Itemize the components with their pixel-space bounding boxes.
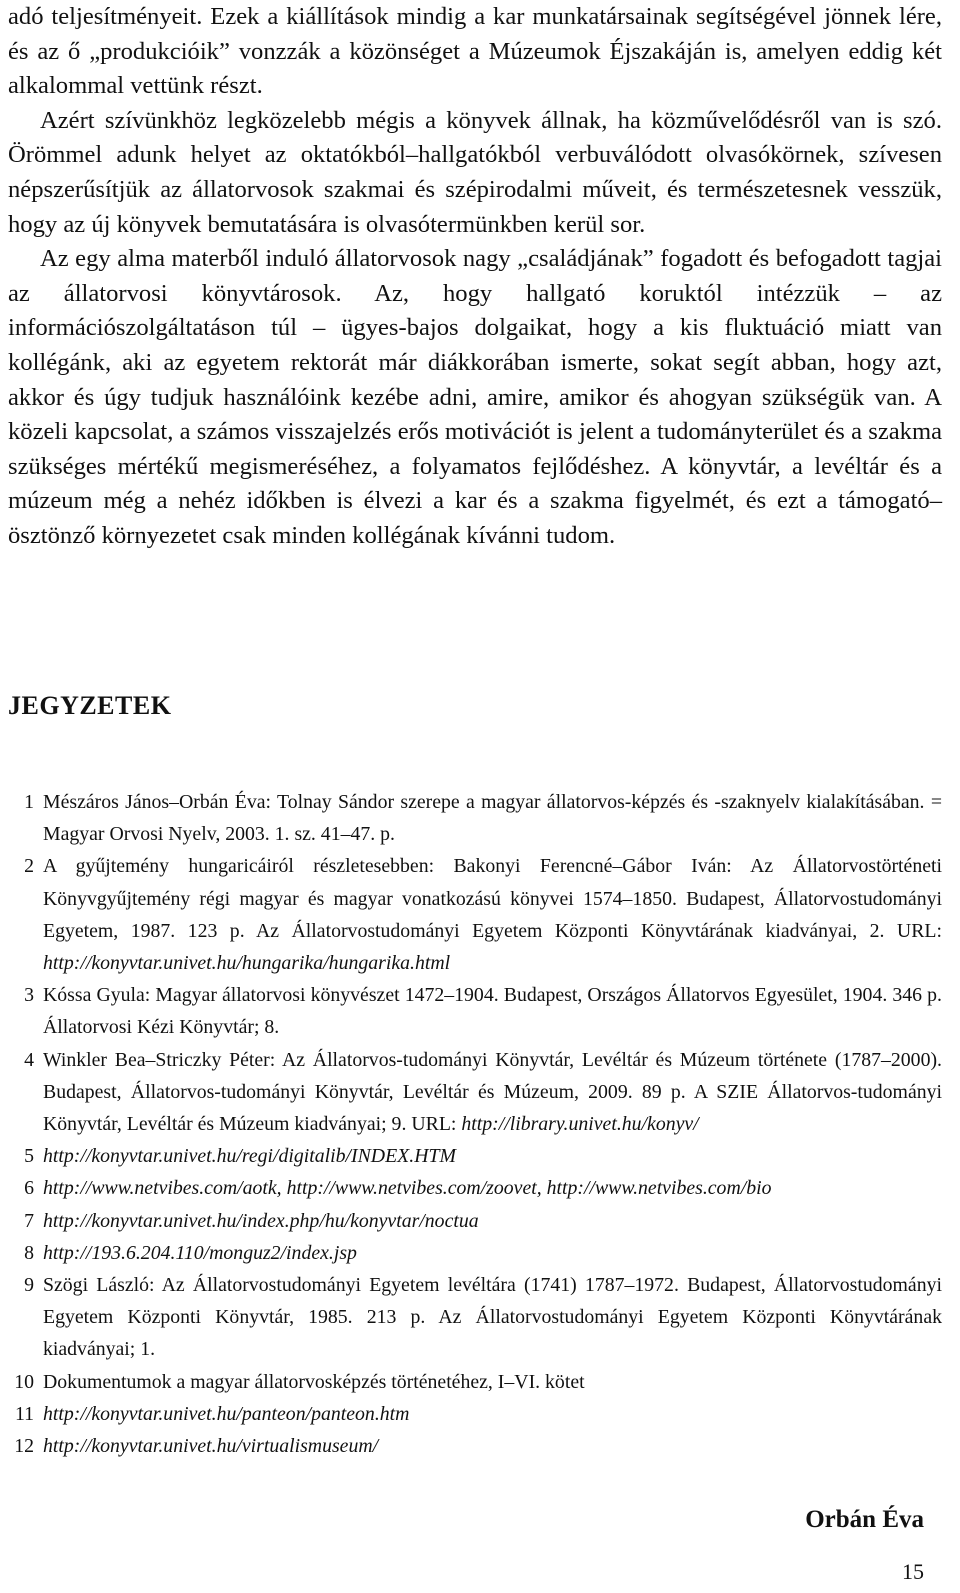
- paragraph-1: adó teljesítményeit. Ezek a kiállítások mindig a kar munkatársainak segítségével jönnek lére, és az ő „produkcióik” vonzzák a közönséget a Múzeumok Éjszakáján is, amelyen eddig két alkalommal vettünk részt.: [8, 3, 942, 100]
- note-number: 11: [14, 1402, 34, 1425]
- author-signature: Orbán Éva: [805, 1506, 924, 1533]
- note-item: [8, 1269, 942, 1366]
- note-number: 3: [24, 984, 34, 1007]
- note-number: 9: [24, 1274, 34, 1297]
- note-number: 12: [14, 1435, 34, 1458]
- note-text: Winkler Bea–Striczky Péter: Az Állatorvos-tudományi Könyvtár, Levéltár és Múzeum története (1787–2000). Budapest, Állatorvos-tudományi Könyvtár, Levéltár és Múzeum, 2009. 89 p. A SZIE Állatorvos-tudományi Könyvtár, Levéltár és Múzeum kiadványai; 9. URL:: [43, 1048, 942, 1136]
- paragraph-2: Azért szívünkhöz legközelebb mégis a könyvek állnak, ha közművelődésről van is szó. Örömmel adunk helyet az oktatókból–hallgatókból verbuválódott olvasókörnek, szívesen népszerűsítjük az állatorvosok szakmai és szépirodalmi műveit, és természetesnek vesszük, hogy az új könyvek bemutatására is olvasótermünkben kerül sor.: [8, 106, 942, 238]
- note-number: 4: [24, 1048, 34, 1071]
- note-url-link[interactable]: http://konyvtar.univet.hu/virtualismuseum/: [43, 1435, 379, 1458]
- note-item: [8, 979, 942, 1043]
- note-url-link[interactable]: http://www.netvibes.com/aotk, http://www.netvibes.com/zoovet, http://www.netvibes.com/bio: [43, 1177, 772, 1200]
- note-text: Szögi László: Az Állatorvostudományi Egyetem levéltára (1741) 1787–1972. Budapest, Állatorvostudományi Egyetem Központi Könyvtár, 1985. 213 p. Az Állatorvostudományi Egyetem Központi Könyvtárának kiadványai; 1.: [43, 1274, 942, 1361]
- note-number: 1: [24, 791, 34, 813]
- note-item: [8, 1398, 942, 1430]
- notes-heading: JEGYZETEK: [8, 691, 172, 720]
- note-url-link[interactable]: http://193.6.204.110/monguz2/index.jsp: [43, 1241, 357, 1264]
- note-text: Dokumentumok a magyar állatorvosképzés történetéhez, I–VI. kötet: [43, 1370, 585, 1393]
- note-text: Kóssa Gyula: Magyar állatorvosi könyvészet 1472–1904. Budapest, Országos Állatorvos Egyesület, 1904. 346 p. Állatorvosi Kézi Könyvtár; 8.: [43, 984, 942, 1039]
- note-url-link[interactable]: http://library.univet.hu/konyv/: [461, 1113, 699, 1136]
- note-number: 2: [24, 855, 34, 878]
- page-number: 15: [902, 1559, 924, 1584]
- note-item: [8, 1044, 942, 1141]
- note-url-link[interactable]: http://konyvtar.univet.hu/regi/digitalib/INDEX.HTM: [43, 1145, 456, 1168]
- note-item: [8, 1237, 942, 1269]
- note-url-link[interactable]: http://konyvtar.univet.hu/index.php/hu/konyvtar/noctua: [43, 1209, 479, 1232]
- note-number: 5: [24, 1145, 34, 1168]
- notes-list: [8, 786, 942, 1462]
- note-url-link[interactable]: http://konyvtar.univet.hu/panteon/panteon.htm: [43, 1402, 410, 1425]
- note-number: 10: [14, 1370, 34, 1393]
- body-text: [8, 0, 942, 554]
- note-number: 6: [24, 1177, 34, 1200]
- note-item: [8, 786, 942, 850]
- note-item: [8, 1140, 942, 1172]
- note-item: [8, 1172, 942, 1204]
- note-item: [8, 1366, 942, 1398]
- note-number: 7: [24, 1209, 34, 1232]
- note-item: [8, 850, 942, 979]
- note-text: Mészáros János–Orbán Éva: Tolnay Sándor szerepe a magyar állatorvos-képzés és -szaknyelv kialakításában. = Magyar Orvosi Nyelv, 2003. 1. sz. 41–47. p.: [43, 791, 942, 846]
- note-number: 8: [24, 1241, 34, 1264]
- note-item: [8, 1205, 942, 1237]
- note-text: A gyűjtemény hungaricáiról részletesebben: Bakonyi Ferencné–Gábor Iván: Az Állatorvostörténeti Könyvgyűjtemény régi magyar és magyar vonatkozású könyvei 1574–1850. Budapest, Állatorvostudományi Egyetem, 1987. 123 p. Az Állatorvostudományi Egyetem Központi Könyvtárának kiadványai, 2. URL:: [43, 855, 942, 942]
- note-item: [8, 1430, 942, 1462]
- paragraph-3: Az egy alma materből induló állatorvosok nagy „családjának” fogadott és befogadott tagjai az állatorvosi könyvtárosok. Az, hogy hallgató koruktól intézzük – az információszolgáltatáson túl – ügyes-bajos dolgaikat, hogy a kis fluktuáció miatt van kollégánk, aki az egyetem rektorát már diákkorában ismerte, sokat segít abban, hogy azt, akkor és úgy tudjuk használóink kezébe adni, amire, amikor és ahogyan szükségük van. A közeli kapcsolat, a számos visszajelzés erős motivációt is jelent a tudományterület és a szakma szükséges mértékű megismeréséhez, a folyamatos fejlődéshez. A könyvtár, a levéltár és a múzeum még a nehéz időkben is élvezi a kar és a szakma figyelmét, és ezt a támogató–ösztönző környezetet csak minden kollégának kívánni tudom.: [8, 245, 942, 549]
- note-url-link[interactable]: http://konyvtar.univet.hu/hungarika/hungarika.html: [43, 952, 451, 975]
